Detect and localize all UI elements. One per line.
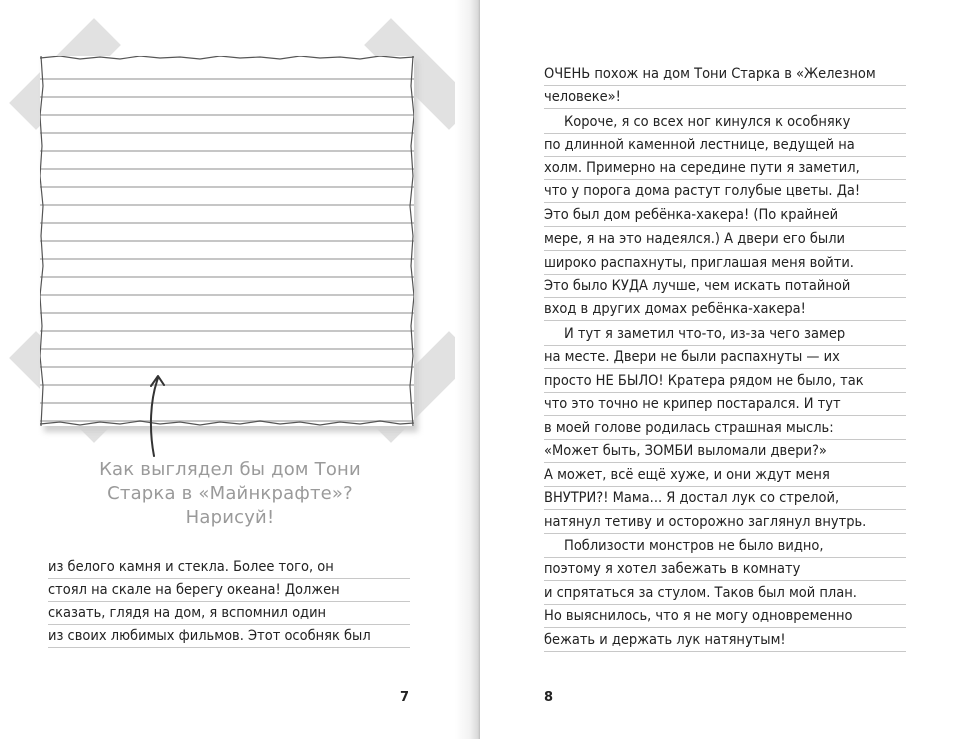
text-line: Короче, я со всех ног кинулся к особняку — [544, 111, 906, 134]
text-line: Это было КУДА лучше, чем искать потайной — [544, 275, 906, 298]
left-page — [0, 0, 476, 739]
text-line: Но выяснилось, что я не могу одновременно — [544, 605, 906, 628]
caption-line: Старка в «Майнкрафте»? — [107, 483, 353, 504]
text-line: Это был дом ребёнка-хакера! (По крайней — [544, 204, 906, 227]
text-line: из белого камня и стекла. Более того, он — [48, 556, 410, 579]
drawing-caption — [55, 458, 405, 530]
text-line: стоял на скале на берегу океана! Должен — [48, 579, 410, 602]
text-line: в моей голове родилась страшная мысль: — [544, 417, 906, 440]
text-line: натянул тетиву и осторожно заглянул внутрь. — [544, 511, 906, 534]
text-line: А может, всё ещё хуже, и они ждут меня — [544, 464, 906, 487]
text-line: вход в других домах ребёнка-хакера! — [544, 298, 906, 321]
text-line: и спрятаться за стулом. Таков был мой план. — [544, 582, 906, 605]
page-number: 7 — [400, 690, 410, 705]
text-line: И тут я заметил что-то, из-за чего замер — [544, 323, 906, 346]
text-line: Поблизости монстров не было видно, — [544, 535, 906, 558]
text-line: широко распахнуты, приглашая меня войти. — [544, 252, 906, 275]
text-line: человеке»! — [544, 86, 906, 109]
caption-line: Нарисуй! — [185, 507, 275, 528]
torn-edge-decoration — [40, 56, 414, 426]
arrow-up-icon — [140, 370, 180, 460]
text-line: поэтому я хотел забежать в комнату — [544, 558, 906, 581]
text-line: что у порога дома растут голубые цветы. Да! — [544, 180, 906, 203]
text-line: холм. Примерно на середине пути я заметил, — [544, 157, 906, 180]
text-line: сказать, глядя на дом, я вспомнил один — [48, 602, 410, 625]
text-line: на месте. Двери не были распахнуты — их — [544, 346, 906, 369]
drawing-area[interactable] — [40, 56, 414, 426]
text-line: что это точно не крипер постарался. И тут — [544, 393, 906, 416]
text-line: мере, я на это надеялся.) А двери его были — [544, 228, 906, 251]
text-line: просто НЕ БЫЛО! Кратера рядом не было, так — [544, 370, 906, 393]
caption-line: Как выглядел бы дом Тони — [99, 459, 361, 480]
page-number: 8 — [544, 690, 554, 705]
text-line: из своих любимых фильмов. Этот особняк был — [48, 625, 410, 648]
text-line: ОЧЕНЬ похож на дом Тони Старка в «Железном — [544, 63, 906, 86]
text-line: ВНУТРИ?! Мама... Я достал лук со стрелой, — [544, 487, 906, 510]
text-line: по длинной каменной лестнице, ведущей на — [544, 134, 906, 157]
text-line: «Может быть, ЗОМБИ выломали двери?» — [544, 440, 906, 463]
text-line: бежать и держать лук натянутым! — [544, 629, 906, 652]
